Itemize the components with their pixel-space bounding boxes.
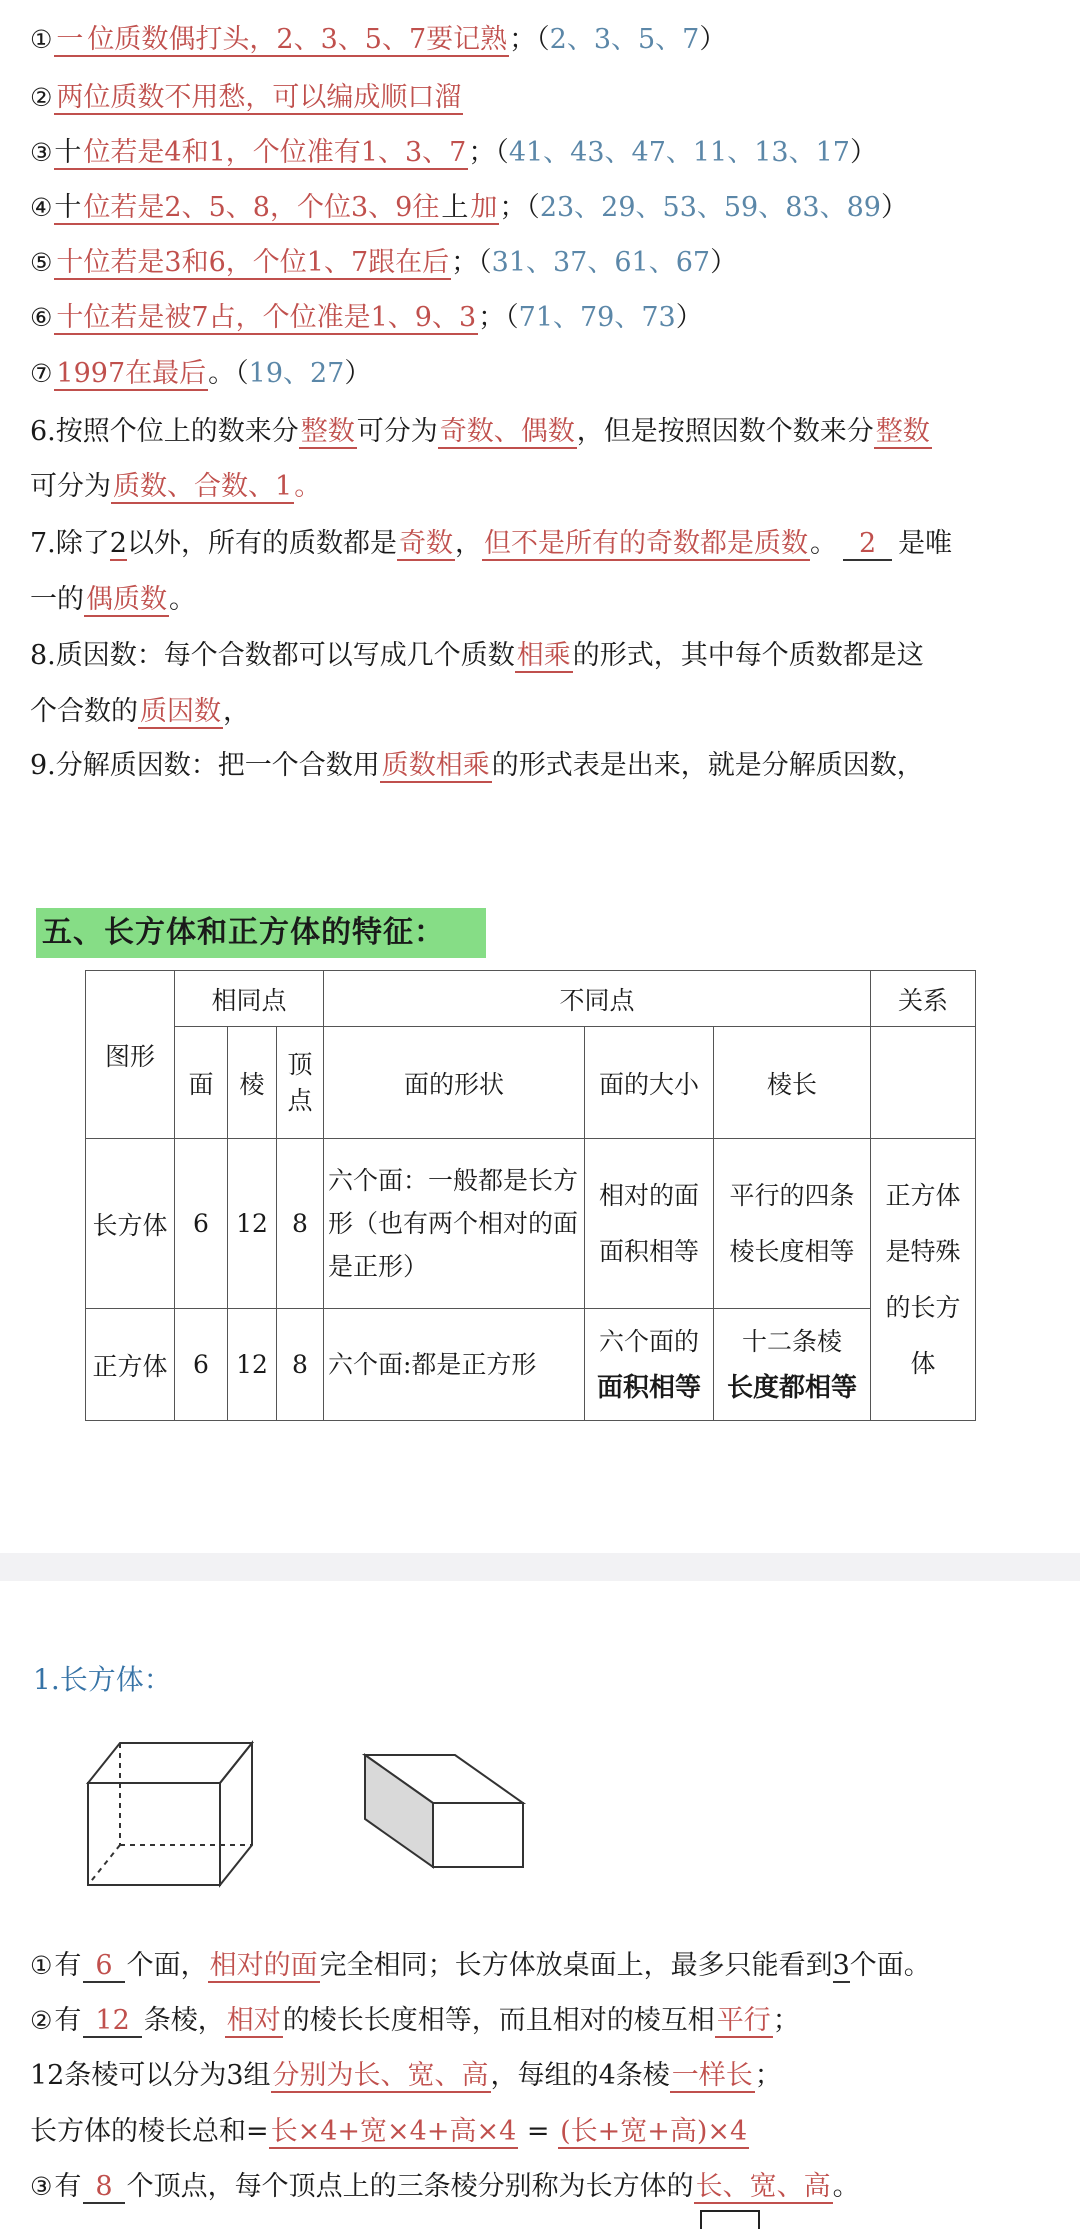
text: 的棱长长度相等，而且相对的棱互相 xyxy=(282,2005,715,2036)
row-cube-edges: 12 xyxy=(228,1309,277,1421)
text: ） xyxy=(699,24,727,55)
header-face-shape: 面的形状 xyxy=(324,1027,585,1139)
rule-line-7 xyxy=(30,354,371,394)
text: ；（ xyxy=(509,24,550,55)
text: ， xyxy=(223,696,250,727)
examples: 31、37、61、67 xyxy=(491,247,711,278)
cuboid-fact-1 xyxy=(30,1946,931,1986)
circled-number: ② xyxy=(30,2006,53,2035)
text: 完全相同；长方体放桌面上，最多只能看到 xyxy=(319,1950,833,1981)
text: 。（ xyxy=(208,358,249,389)
text: ；（ xyxy=(451,247,492,278)
text: ；（ xyxy=(499,192,540,223)
row-cuboid-faces: 6 xyxy=(175,1139,228,1309)
text: 个面。 xyxy=(849,1950,931,1981)
answer: 质因数 xyxy=(140,696,221,727)
rule-line-1 xyxy=(30,20,726,60)
rule-line-5 xyxy=(30,243,737,283)
text: ；（ xyxy=(478,302,519,333)
text: 条棱， xyxy=(143,2005,225,2036)
answer: 质数相乘 xyxy=(381,750,490,781)
row-cube-faces: 6 xyxy=(175,1309,228,1421)
header-face: 面 xyxy=(175,1027,228,1139)
text: 6.按照个位上的数来分 xyxy=(30,416,299,447)
row-cube-name: 正方体 xyxy=(86,1309,175,1421)
header-same: 相同点 xyxy=(175,971,324,1027)
answer-blank: 2 xyxy=(843,528,892,561)
circled-number: ② xyxy=(30,83,53,112)
text: 的形式表是出来，就是分解质因数， xyxy=(491,750,924,781)
text: 可分为 xyxy=(356,416,438,447)
text: 9.分解质因数：把一个合数用 xyxy=(30,750,380,781)
text: ， xyxy=(454,528,482,559)
circled-number: ① xyxy=(30,1951,53,1980)
text: ，每组的4条棱 xyxy=(490,2060,670,2091)
item-6-line-1 xyxy=(30,412,932,452)
cube-size-text-2: 面积相等 xyxy=(596,1372,701,1403)
subsection-title: 1.长方体： xyxy=(33,1663,172,1696)
text: ） xyxy=(675,302,703,333)
text: 。 xyxy=(169,584,196,615)
item-7-line-1 xyxy=(30,524,952,564)
header-edge-length: 棱长 xyxy=(714,1027,871,1139)
answer: 一样长 xyxy=(671,2060,753,2091)
text: 。 xyxy=(809,528,837,559)
answer: 位若是4和1，个位准有1、3、7 xyxy=(83,137,467,168)
row-cuboid-edges: 12 xyxy=(228,1139,277,1309)
answer: 平行 xyxy=(716,2005,771,2036)
answer: 但不是所有的奇数都是质数 xyxy=(483,528,808,559)
circled-number: ③ xyxy=(30,2172,53,2201)
text: 7.除了 xyxy=(30,528,110,559)
answer: 长×4+宽×4+高×4 xyxy=(270,2116,517,2147)
text: 是唯 xyxy=(898,528,953,559)
section-title: 五、长方体和正方体的特征： xyxy=(36,908,486,958)
text: ； xyxy=(772,2005,800,2036)
cuboid-fact-2 xyxy=(30,2001,800,2041)
header-diff: 不同点 xyxy=(324,971,871,1027)
row-cuboid-face-size: 相对的面面积相等 xyxy=(585,1139,714,1309)
cuboid-wireframe-icon xyxy=(80,1735,280,1895)
answer: 十位若是被7占，个位准是1、9、3 xyxy=(56,302,477,333)
answer: 位若是2、5、8，个位3、9往 xyxy=(83,192,440,223)
row-cube-face-shape: 六个面:都是正方形 xyxy=(324,1309,585,1421)
answer: 长、宽、高 xyxy=(695,2171,831,2202)
text: 有 xyxy=(54,2171,82,2202)
answer: 2 xyxy=(109,528,127,559)
circled-number: ① xyxy=(30,25,53,54)
answer: 十 xyxy=(54,137,82,168)
answer-blank: 8 xyxy=(83,2171,124,2204)
answer: 十位若是3和6，个位1、7跟在后 xyxy=(56,247,450,278)
answer: 奇数、偶数 xyxy=(439,416,575,447)
answer: 3 xyxy=(832,1950,850,1981)
cube-size-text-1: 六个面的 xyxy=(598,1326,699,1356)
examples: 23、29、53、59、83、89 xyxy=(539,192,881,223)
circled-number: ⑤ xyxy=(30,248,53,277)
header-edge: 棱 xyxy=(228,1027,277,1139)
text: ； xyxy=(754,2060,782,2091)
answer: 相对 xyxy=(226,2005,281,2036)
text: 长方体的棱长总和= xyxy=(30,2116,269,2147)
circled-number: ④ xyxy=(30,193,53,222)
answer: 位质数偶打头，2、3、5、7要记熟 xyxy=(87,24,508,55)
answer: 十 xyxy=(54,192,82,223)
answer: 分别为长、宽、高 xyxy=(272,2060,489,2091)
text: 8.质因数：每个合数都可以写成几个质数 xyxy=(30,640,515,671)
row-cuboid-name: 长方体 xyxy=(86,1139,175,1309)
answer: 相对的面 xyxy=(209,1950,318,1981)
text: ） xyxy=(880,192,908,223)
text: ） xyxy=(344,358,372,389)
text: ；（ xyxy=(468,137,509,168)
answer: 质数、合数、1 xyxy=(113,471,293,502)
text: 一的 xyxy=(30,584,84,615)
text: 可分为 xyxy=(30,471,111,502)
cropped-box-outline xyxy=(700,2210,760,2229)
circled-number: ⑦ xyxy=(30,359,53,388)
row-cuboid-face-shape: 六个面：一般都是长方形（也有两个相对的面是正形） xyxy=(324,1139,585,1309)
row-cube-face-size xyxy=(585,1309,714,1421)
properties-table xyxy=(85,970,976,1421)
text: = xyxy=(518,2116,559,2147)
cube-edge-text-2: 长度都相等 xyxy=(726,1372,857,1403)
text: 。 xyxy=(294,471,322,502)
cube-edge-text-1: 十二条棱 xyxy=(741,1326,842,1356)
rule-line-3 xyxy=(30,133,877,173)
text: 有 xyxy=(54,1950,82,1981)
relation-cell: 正方体是特殊的长方体 xyxy=(871,1139,976,1421)
answer-blank: 12 xyxy=(83,2005,141,2038)
row-cube-edge-length xyxy=(714,1309,871,1421)
text: 个合数的 xyxy=(30,696,138,727)
examples: 41、43、47、11、13、17 xyxy=(508,137,850,168)
answer: 两位质数不用愁，可以编成顺口溜 xyxy=(56,82,462,113)
answer: 上 xyxy=(441,192,469,223)
circled-number: ⑥ xyxy=(30,303,53,332)
item-7-line-2 xyxy=(30,580,196,620)
item-9-line-1 xyxy=(30,746,924,786)
item-8-line-2 xyxy=(30,692,250,732)
text: 12条棱可以分为3组 xyxy=(30,2060,271,2091)
separator-band xyxy=(0,1553,1080,1581)
row-cuboid-vertices: 8 xyxy=(277,1139,324,1309)
answer: 一 xyxy=(56,24,84,55)
rule-line-4 xyxy=(30,188,908,228)
circled-number: ③ xyxy=(30,138,53,167)
header-vertex: 顶 点 xyxy=(277,1027,324,1139)
text: ，但是按照因数个数来分 xyxy=(576,416,874,447)
cuboid-fact-3 xyxy=(30,2056,782,2096)
item-8-line-1 xyxy=(30,636,924,676)
answer: 加 xyxy=(470,192,498,223)
text: 个面， xyxy=(126,1950,208,1981)
answer: 1997在最后 xyxy=(56,358,207,389)
rule-line-6 xyxy=(30,298,703,338)
header-face-size: 面的大小 xyxy=(585,1027,714,1139)
answer-blank: 6 xyxy=(83,1950,124,1983)
text: ） xyxy=(710,247,738,278)
text: ） xyxy=(849,137,877,168)
text: 以外，所有的质数都是 xyxy=(126,528,397,559)
rule-line-2 xyxy=(30,78,463,118)
answer: 偶质数 xyxy=(86,584,167,615)
answer: 整数 xyxy=(300,416,355,447)
row-cube-vertices: 8 xyxy=(277,1309,324,1421)
examples: 19、27 xyxy=(248,358,345,389)
answer: 奇数 xyxy=(398,528,453,559)
text: 。 xyxy=(832,2171,860,2202)
cuboid-solid-icon xyxy=(355,1745,535,1875)
text: 有 xyxy=(54,2005,82,2036)
header-relation: 关系 xyxy=(871,971,976,1027)
answer: 整数 xyxy=(875,416,930,447)
answer: 相乘 xyxy=(516,640,571,671)
empty-cell xyxy=(871,1027,976,1139)
answer: (长+宽+高)×4 xyxy=(560,2116,748,2147)
examples: 2、3、5、7 xyxy=(549,24,700,55)
row-cuboid-edge-length: 平行的四条棱长度相等 xyxy=(714,1139,871,1309)
cuboid-fact-4 xyxy=(30,2112,749,2152)
cuboid-fact-5 xyxy=(30,2167,860,2207)
header-shape: 图形 xyxy=(86,971,175,1139)
text: 个顶点，每个顶点上的三条棱分别称为长方体的 xyxy=(126,2171,694,2202)
text: 的形式，其中每个质数都是这 xyxy=(572,640,924,671)
item-6-line-2 xyxy=(30,467,321,507)
examples: 71、79、73 xyxy=(518,302,676,333)
